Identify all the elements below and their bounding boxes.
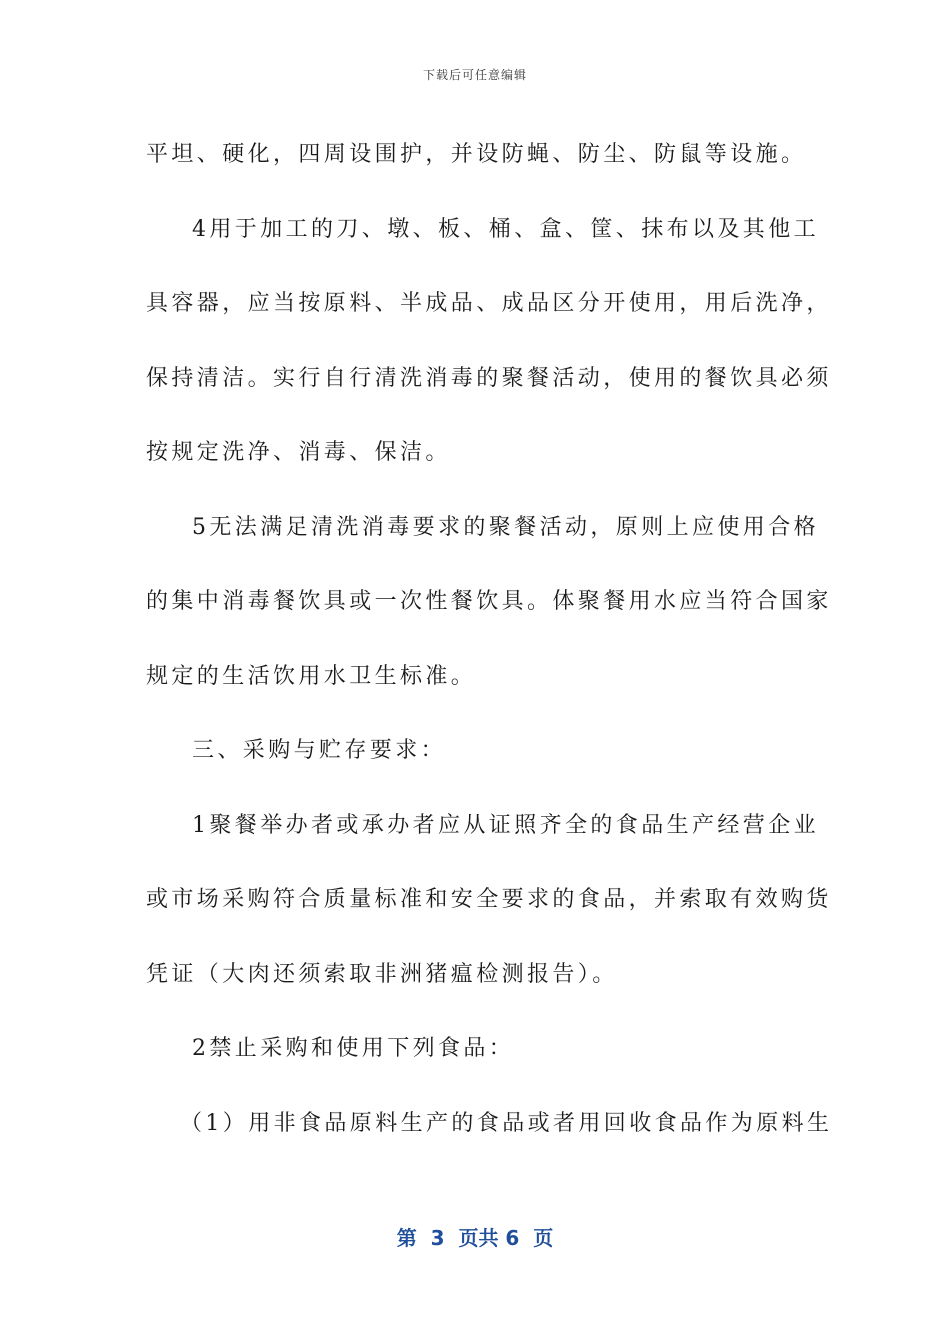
page-footer: 第 3 页共 6 页 (396, 1226, 554, 1250)
body-line: 具容器，应当按原料、半成品、成品区分开使用，用后洗净， (146, 291, 832, 316)
body-line: 的集中消毒餐饮具或一次性餐饮具。体聚餐用水应当符合国家 (146, 589, 832, 614)
body-line: 规定的生活饮用水卫生标准。 (146, 663, 477, 689)
section-heading: 三、采购与贮存要求： (192, 738, 447, 763)
body-line: 1聚餐举办者或承办者应从证照齐全的食品生产经营企业 (192, 812, 819, 838)
document-body (146, 118, 833, 1161)
body-line: （1）用非食品原料生产的食品或者用回收食品作为原料生 (180, 1110, 833, 1136)
body-line: 平坦、硬化，四周设围护，并设防蝇、防尘、防鼠等设施。 (146, 142, 807, 167)
body-line: 2禁止采购和使用下列食品： (192, 1036, 515, 1061)
body-line: 或市场采购符合质量标准和安全要求的食品，并索取有效购货 (146, 887, 832, 912)
header-note: 下载后可任意编辑 (422, 68, 527, 82)
body-line: 按规定洗净、消毒、保洁。 (146, 440, 451, 465)
body-line: 4用于加工的刀、墩、板、桶、盒、筐、抹布以及其他工 (192, 216, 819, 242)
body-line: 保持清洁。实行自行清洗消毒的聚餐活动，使用的餐饮具必须 (146, 365, 832, 391)
body-line: 5无法满足清洗消毒要求的聚餐活动，原则上应使用合格 (192, 514, 819, 540)
body-line: 凭证（大肉还须索取非洲猪瘟检测报告）。 (146, 961, 618, 987)
